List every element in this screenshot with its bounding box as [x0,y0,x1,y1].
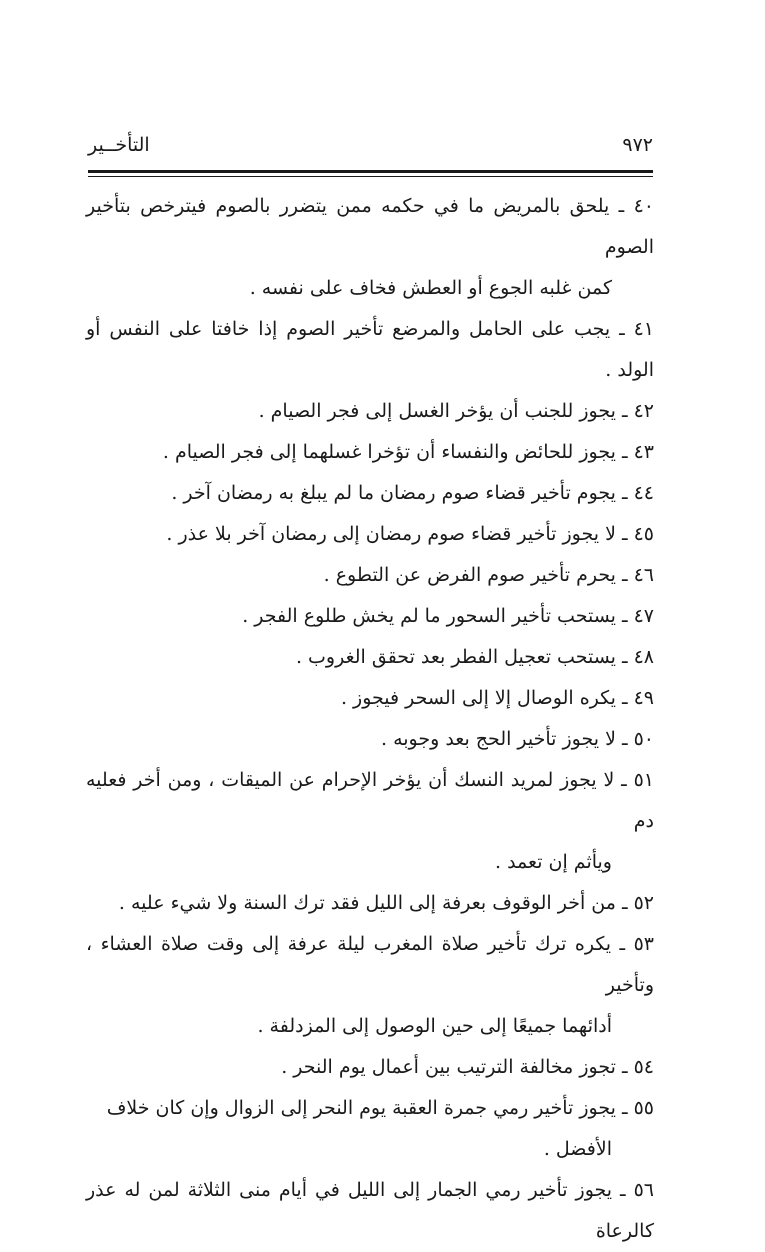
ruling-item [86,391,654,432]
page-number: ٩٧٢ [622,134,653,156]
ruling-text: ٥٦ ـ يجوز تأخير رمي الجمار إلى الليل في أيام منى الثلاثة لمن له عذر كالرعاة [86,1179,654,1242]
ruling-text: ٥٠ ـ لا يجوز تأخير الحج بعد وجوبه . [381,728,654,750]
ruling-text: ٤٨ ـ يستحب تعجيل الفطر بعد تحقق الغروب . [295,646,654,668]
page-header [88,134,653,160]
running-title: التأخــير [88,134,150,156]
ruling-item [86,924,654,1047]
ruling-text: ٤٤ ـ يجوم تأخير قضاء صوم رمضان ما لم يبلغ به رمضان آخر . [171,482,654,504]
ruling-item [86,555,654,596]
ruling-text: ٤٢ ـ يجوز للجنب أن يؤخر الغسل إلى فجر الصيام . [258,400,654,422]
ruling-item [86,514,654,555]
ruling-item [86,186,654,309]
ruling-text: ٤٦ ـ يحرم تأخير صوم الفرض عن التطوع . [323,564,654,586]
ruling-item [86,883,654,924]
ruling-text: ٤٥ ـ لا يجوز تأخير قضاء صوم رمضان إلى رمضان آخر بلا عذر . [166,523,654,545]
header-rule-thin [88,176,653,177]
ruling-text: ٥١ ـ لا يجوز لمريد النسك أن يؤخر الإحرام عن الميقات ، ومن أخر فعليه دم [86,769,654,832]
ruling-item [86,309,654,391]
ruling-item [86,637,654,678]
ruling-text: ٤١ ـ يجب على الحامل والمرضع تأخير الصوم إذا خافتا على النفس أو الولد . [86,318,654,381]
ruling-text: ٤٩ ـ يكره الوصال إلا إلى السحر فيجوز . [340,687,654,709]
ruling-item [86,473,654,514]
ruling-text: ٥٥ ـ يجوز تأخير رمي جمرة العقبة يوم النحر إلى الزوال وإن كان خلاف [106,1097,654,1119]
ruling-text: ٤٠ ـ يلحق بالمريض ما في حكمه ممن يتضرر بالصوم فيترخص بتأخير الصوم [86,195,654,258]
ruling-item [86,1088,654,1170]
ruling-continuation: ويأثم إن تعمد . [495,851,612,873]
ruling-item [86,596,654,637]
ruling-item [86,678,654,719]
ruling-text: ٤٧ ـ يستحب تأخير السحور ما لم يخش طلوع الفجر . [242,605,654,627]
ruling-item [86,1047,654,1088]
ruling-item [86,719,654,760]
ruling-text: ٥٣ ـ يكره ترك تأخير صلاة المغرب ليلة عرفة إلى وقت صلاة العشاء ، وتأخير [86,933,654,996]
ruling-text: ٥٢ ـ من أخر الوقوف بعرفة إلى الليل فقد ترك السنة ولا شيء عليه . [118,892,654,914]
ruling-continuation: الأفضل . [543,1138,612,1160]
ruling-item [86,760,654,883]
rulings-list [86,186,654,1252]
ruling-text: ٤٣ ـ يجوز للحائض والنفساء أن تؤخرا غسلهما إلى فجر الصيام . [162,441,654,463]
ruling-continuation: كمن غلبه الجوع أو العطش فخاف على نفسه . [249,277,612,299]
ruling-text: ٥٤ ـ تجوز مخالفة الترتيب بين أعمال يوم النحر . [281,1056,654,1078]
ruling-item [86,1170,654,1252]
ruling-item [86,432,654,473]
header-rule-thick [88,170,653,173]
ruling-continuation: أدائهما جميعًا إلى حين الوصول إلى المزدلفة . [257,1015,612,1037]
